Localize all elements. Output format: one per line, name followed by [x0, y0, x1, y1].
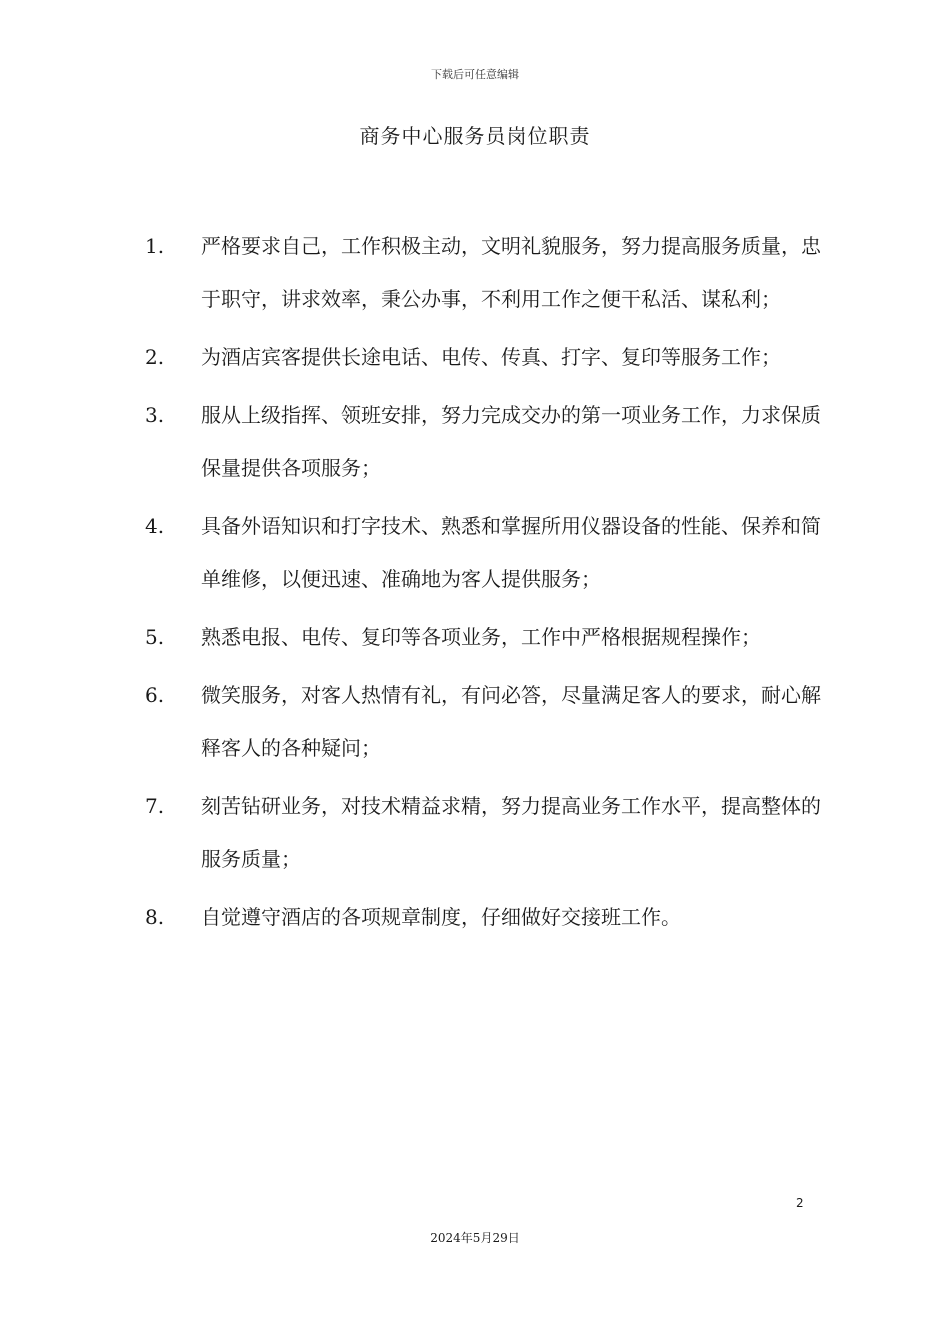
item-text: 微笑服务，对客人热情有礼，有问必答，尽量满足客人的要求，耐心解释客人的各种疑问；	[201, 683, 821, 760]
list-item	[0, 891, 950, 944]
list-item	[0, 389, 950, 495]
list-item	[0, 500, 950, 606]
item-text: 服从上级指挥、领班安排，努力完成交办的第一项业务工作，力求保质保量提供各项服务；	[201, 403, 821, 480]
item-text: 具备外语知识和打字技术、熟悉和掌握所用仪器设备的性能、保养和简单维修，以便迅速、准确地为客人提供服务；	[201, 514, 821, 591]
item-number: 6.	[145, 683, 165, 707]
list-item	[0, 669, 950, 775]
item-text: 熟悉电报、电传、复印等各项业务，工作中严格根据规程操作；	[201, 625, 761, 649]
item-text: 刻苦钻研业务，对技术精益求精，努力提高业务工作水平，提高整体的服务质量；	[201, 794, 821, 871]
list-item	[0, 220, 950, 326]
list-item	[0, 611, 950, 664]
item-number: 7.	[145, 794, 165, 818]
item-number: 8.	[145, 905, 165, 929]
duty-list	[0, 220, 950, 949]
item-number: 5.	[145, 625, 165, 649]
list-item	[0, 331, 950, 384]
list-item	[0, 780, 950, 886]
item-number: 4.	[145, 514, 165, 538]
item-text: 自觉遵守酒店的各项规章制度，仔细做好交接班工作。	[201, 905, 681, 929]
item-number: 1.	[145, 234, 165, 258]
item-number: 2.	[145, 345, 165, 369]
header-note: 下载后可任意编辑	[431, 68, 519, 81]
item-number: 3.	[145, 403, 165, 427]
document-title: 商务中心服务员岗位职责	[359, 124, 591, 148]
item-text: 为酒店宾客提供长途电话、电传、传真、打字、复印等服务工作；	[201, 345, 781, 369]
footer-date: 2024年5月29日	[430, 1231, 520, 1245]
page-number: 2	[796, 1196, 804, 1210]
item-text: 严格要求自己，工作积极主动，文明礼貌服务，努力提高服务质量，忠于职守，讲求效率，秉公办事，不利用工作之便干私活、谋私利；	[201, 234, 821, 311]
